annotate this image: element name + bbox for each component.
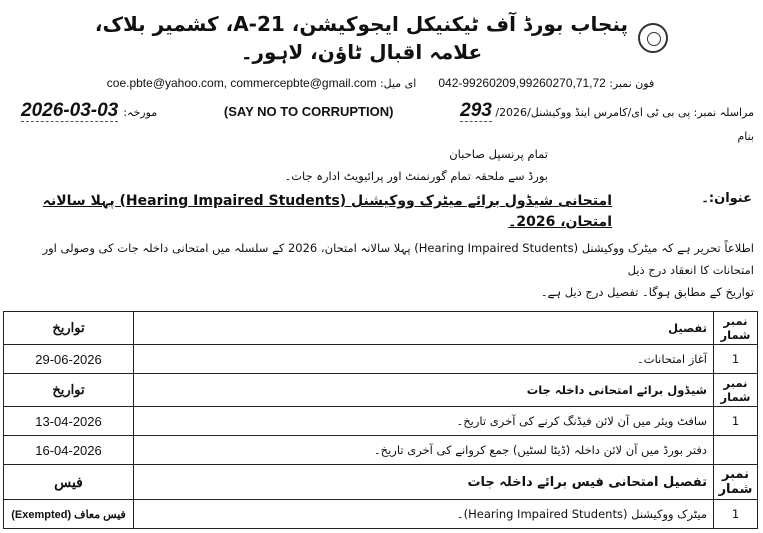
banam: بنام [737, 130, 754, 143]
letterhead [3, 10, 758, 66]
phone-label: فون نمبر: [609, 77, 655, 90]
body-line-2: تواریخ کے مطابق ہوگا۔ تفصیل درج ذیل ہے۔ [540, 285, 754, 299]
table-header-row [4, 312, 758, 345]
table-header-row [4, 465, 758, 500]
table-row [4, 407, 758, 436]
date-line [21, 100, 157, 122]
header-date: تواریخ [4, 312, 134, 345]
addressee-line-2: بورڈ سے ملحقہ تمام گورنمنٹ اور پرائیویٹ ادارہ جات۔ [284, 169, 548, 183]
row-date: 16-04-2026 [4, 436, 134, 465]
header-num: نمبر شمار [714, 374, 758, 407]
reference-line [460, 100, 754, 122]
reference-row [3, 100, 758, 122]
letterhead-title: پنجاب بورڈ آف ٹیکنیکل ایجوکیشن، A-21، کشمیر بلاک، علامہ اقبال ٹاؤن، لاہور۔ [94, 12, 629, 64]
email-label: ای میل: [379, 77, 417, 90]
reference-label: مراسلہ نمبر: [693, 106, 754, 119]
row-date: 13-04-2026 [4, 407, 134, 436]
row-num: 1 [714, 500, 758, 529]
email-address: coe.pbte@yahoo.com, commercepbte@gmail.com [106, 76, 377, 90]
body-line-1: اطلاعاً تحریر ہے کہ میٹرک ووکیشنل (Hearing Impaired Students) پہلا سالانہ امتحان، 2026 کے سلسلہ میں امتحانی داخلہ جات کی وصولی اور امتحانات کا انعقاد درج ذیل [42, 241, 754, 277]
row-num [714, 436, 758, 465]
slogan: (SAY NO TO CORRUPTION) [223, 103, 394, 119]
row-detail: سافٹ ویئر میں آن لائن فیڈنگ کرنے کی آخری تاریخ۔ [134, 407, 714, 436]
subject-label: عنوان:۔ [701, 191, 752, 206]
header-date: تواریخ [4, 374, 134, 407]
table-row [4, 500, 758, 529]
header-num: نمبر شمار [714, 312, 758, 345]
reference-prefix: پی بی ٹی ای/کامرس اینڈ ووکیشنل/2026/ [495, 106, 691, 119]
header-detail: تفصیل [134, 312, 714, 345]
row-detail: دفتر بورڈ میں آن لائن داخلہ (ڈیٹا لسٹیں) جمع کروانے کی آخری تاریخ۔ [134, 436, 714, 465]
reference-number: 293 [460, 100, 492, 121]
subject-text: امتحانی شیڈول برائے میٹرک ووکیشنل (Hearing Impaired Students) پہلا سالانہ امتحان، 2026۔ [42, 193, 612, 230]
table-header-row [4, 374, 758, 407]
row-fee: فیس معاف (Exempted) [4, 500, 134, 529]
letter-date: 03-03-2026 [21, 100, 119, 121]
row-num: 1 [714, 407, 758, 436]
row-detail: آغاز امتحانات۔ [134, 345, 714, 374]
addressee-line-1: تمام پرنسپل صاحبان [449, 147, 548, 161]
row-date: 29-06-2026 [4, 345, 134, 374]
header-detail: شیڈول برائے امتحانی داخلہ جات [134, 374, 714, 407]
date-label: مورخہ: [123, 106, 158, 119]
subject-row [3, 191, 758, 233]
phone-number: 042-99260209,99260270,71,72 [438, 76, 606, 90]
header-num: نمبر شمار [714, 465, 758, 500]
table-row [4, 436, 758, 465]
schedule-table [3, 311, 758, 529]
phone-line [438, 76, 654, 90]
body-paragraph [3, 233, 758, 307]
header-fee: فیس [4, 465, 134, 500]
row-num: 1 [714, 345, 758, 374]
email-line [107, 76, 417, 90]
board-logo-icon [638, 23, 668, 53]
table-row [4, 345, 758, 374]
row-detail: میٹرک ووکیشنل (Hearing Impaired Students)۔ [134, 500, 714, 529]
contact-line [3, 76, 758, 90]
header-detail: تفصیل امتحانی فیس برائے داخلہ جات [134, 465, 714, 500]
